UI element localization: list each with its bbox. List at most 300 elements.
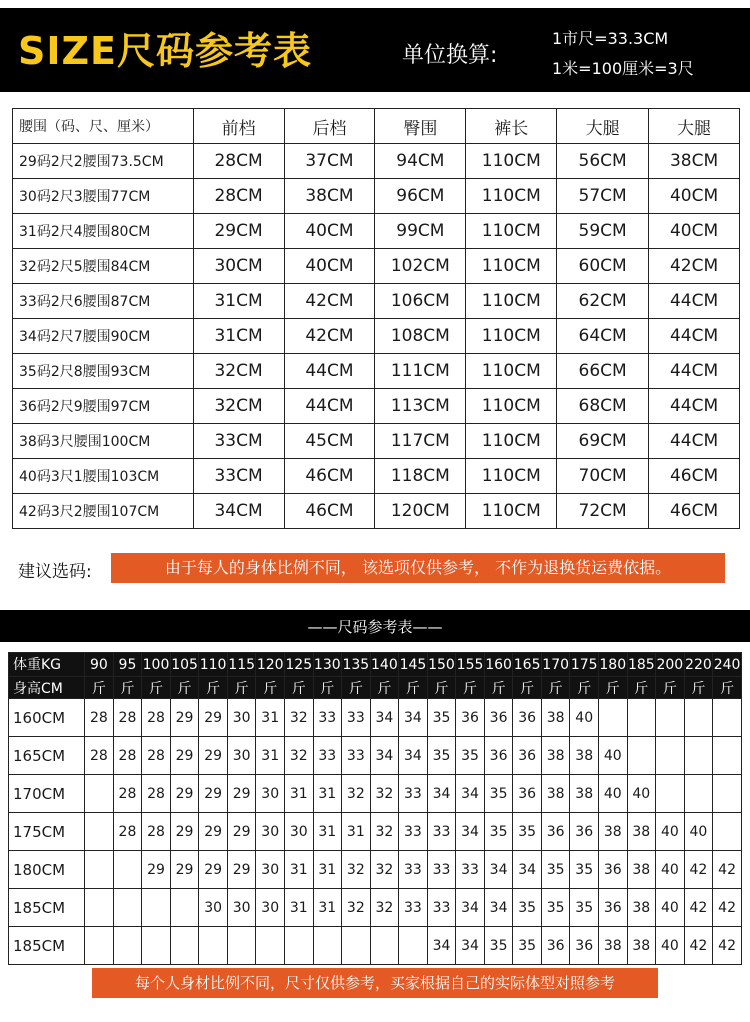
size-cell: 42 — [713, 927, 742, 965]
weight-unit: 斤 — [456, 677, 485, 699]
weight-unit: 斤 — [313, 677, 342, 699]
waist-size-cell: 35码2尺8腰围93CM — [13, 354, 194, 389]
measurement-cell: 106CM — [375, 284, 466, 319]
measurement-cell: 32CM — [193, 354, 284, 389]
size-cell: 30 — [256, 775, 285, 813]
size-cell: 36 — [598, 889, 627, 927]
weight-value: 185 — [627, 653, 656, 677]
size-cell: 34 — [456, 889, 485, 927]
size-cell: 38 — [627, 889, 656, 927]
size-cell: 35 — [484, 775, 513, 813]
size-cell: 28 — [113, 813, 142, 851]
measurement-cell: 44CM — [649, 319, 740, 354]
size-cell — [170, 889, 199, 927]
page-title: SIZE尺码参考表 — [18, 29, 313, 73]
weight-value: 180 — [598, 653, 627, 677]
weight-value: 105 — [170, 653, 199, 677]
measurement-cell: 46CM — [649, 459, 740, 494]
size-cell — [256, 927, 285, 965]
size-cell: 38 — [598, 927, 627, 965]
size-cell: 36 — [484, 699, 513, 737]
size-cell — [227, 927, 256, 965]
measurement-cell: 42CM — [649, 249, 740, 284]
weight-unit: 斤 — [256, 677, 285, 699]
weight-value: 115 — [227, 653, 256, 677]
measurement-cell: 29CM — [193, 214, 284, 249]
weight-value: 170 — [541, 653, 570, 677]
size-cell: 30 — [227, 699, 256, 737]
measurement-cell: 110CM — [466, 179, 557, 214]
weight-value: 135 — [342, 653, 371, 677]
waist-size-cell: 31码2尺4腰围80CM — [13, 214, 194, 249]
size-cell — [627, 699, 656, 737]
table-row — [9, 775, 742, 813]
weight-unit: 斤 — [370, 677, 399, 699]
column-header: 裤长 — [466, 109, 557, 144]
measurement-cell: 96CM — [375, 179, 466, 214]
reference-section-bar — [0, 610, 750, 642]
measurement-cell: 38CM — [284, 179, 375, 214]
weight-unit: 斤 — [570, 677, 599, 699]
measurement-cell: 110CM — [466, 144, 557, 179]
size-cell — [113, 851, 142, 889]
height-value: 185CM — [9, 927, 85, 965]
size-cell: 38 — [627, 927, 656, 965]
weight-unit: 斤 — [541, 677, 570, 699]
size-cell: 38 — [541, 737, 570, 775]
waist-size-cell: 29码2尺2腰围73.5CM — [13, 144, 194, 179]
measurement-cell: 110CM — [466, 249, 557, 284]
size-cell: 38 — [541, 699, 570, 737]
size-cell: 34 — [484, 851, 513, 889]
size-cell — [684, 699, 713, 737]
size-cell: 28 — [142, 699, 171, 737]
size-cell — [199, 927, 228, 965]
weight-value: 90 — [85, 653, 114, 677]
size-cell: 38 — [570, 737, 599, 775]
size-cell: 29 — [227, 813, 256, 851]
size-cell — [713, 699, 742, 737]
measurement-cell: 110CM — [466, 319, 557, 354]
size-cell — [142, 889, 171, 927]
size-cell: 42 — [684, 889, 713, 927]
size-cell: 32 — [342, 851, 371, 889]
table-row — [13, 249, 740, 284]
size-cell: 33 — [399, 775, 428, 813]
measurement-cell: 44CM — [649, 284, 740, 319]
column-header: 腰围（码、尺、厘米） — [13, 109, 194, 144]
size-cell: 29 — [199, 699, 228, 737]
measurement-cell: 111CM — [375, 354, 466, 389]
size-cell: 32 — [342, 775, 371, 813]
size-cell: 35 — [427, 737, 456, 775]
size-cell: 36 — [541, 813, 570, 851]
size-cell: 32 — [370, 813, 399, 851]
size-cell: 29 — [199, 737, 228, 775]
size-cell — [284, 927, 313, 965]
size-cell — [85, 775, 114, 813]
waist-size-cell: 32码2尺5腰围84CM — [13, 249, 194, 284]
size-cell: 40 — [684, 813, 713, 851]
size-cell: 31 — [313, 775, 342, 813]
size-cell: 29 — [170, 813, 199, 851]
size-cell — [370, 927, 399, 965]
size-cell: 31 — [313, 851, 342, 889]
waist-size-cell: 34码2尺7腰围90CM — [13, 319, 194, 354]
size-cell: 38 — [627, 813, 656, 851]
size-cell: 34 — [370, 699, 399, 737]
size-cell: 36 — [484, 737, 513, 775]
table-row — [13, 494, 740, 529]
size-cell: 35 — [541, 889, 570, 927]
weight-unit: 斤 — [656, 677, 685, 699]
size-cell: 34 — [484, 889, 513, 927]
size-cell: 33 — [399, 851, 428, 889]
size-cell: 36 — [570, 813, 599, 851]
size-cell: 42 — [684, 927, 713, 965]
height-value: 170CM — [9, 775, 85, 813]
weight-value: 165 — [513, 653, 542, 677]
size-cell — [399, 927, 428, 965]
size-cell: 30 — [256, 813, 285, 851]
size-cell: 29 — [170, 851, 199, 889]
measurement-cell: 46CM — [649, 494, 740, 529]
size-cell: 40 — [656, 851, 685, 889]
size-cell: 40 — [627, 775, 656, 813]
size-cell: 38 — [541, 775, 570, 813]
size-cell: 36 — [513, 775, 542, 813]
measurement-cell: 33CM — [193, 459, 284, 494]
size-cell: 29 — [199, 851, 228, 889]
measurement-cell: 70CM — [557, 459, 649, 494]
size-cell: 29 — [170, 737, 199, 775]
measurement-cell: 40CM — [649, 179, 740, 214]
size-cell: 34 — [513, 851, 542, 889]
weight-value: 120 — [256, 653, 285, 677]
weight-unit: 斤 — [85, 677, 114, 699]
size-cell — [684, 737, 713, 775]
measurement-cell: 30CM — [193, 249, 284, 284]
size-cell: 40 — [570, 699, 599, 737]
size-cell: 42 — [713, 889, 742, 927]
height-label: 身高CM — [9, 677, 85, 699]
weight-value: 140 — [370, 653, 399, 677]
size-cell: 33 — [342, 737, 371, 775]
size-cell: 31 — [256, 699, 285, 737]
size-cell: 28 — [85, 737, 114, 775]
size-cell: 33 — [313, 699, 342, 737]
measurement-cell: 31CM — [193, 284, 284, 319]
size-cell: 28 — [113, 737, 142, 775]
weight-unit: 斤 — [598, 677, 627, 699]
size-cell — [85, 927, 114, 965]
column-header: 大腿 — [649, 109, 740, 144]
size-cell: 28 — [113, 775, 142, 813]
size-cell — [656, 699, 685, 737]
size-cell: 28 — [85, 699, 114, 737]
measurement-cell: 108CM — [375, 319, 466, 354]
size-cell: 30 — [284, 813, 313, 851]
measurement-cell: 28CM — [193, 179, 284, 214]
size-cell: 33 — [399, 889, 428, 927]
weight-unit: 斤 — [342, 677, 371, 699]
size-cell: 30 — [199, 889, 228, 927]
measurement-cell: 62CM — [557, 284, 649, 319]
measurement-cell: 44CM — [649, 354, 740, 389]
weight-value: 220 — [684, 653, 713, 677]
table-row — [9, 851, 742, 889]
size-cell: 32 — [284, 699, 313, 737]
size-cell: 29 — [227, 851, 256, 889]
measurement-cell: 113CM — [375, 389, 466, 424]
measurement-cell: 110CM — [466, 354, 557, 389]
table-row — [9, 889, 742, 927]
weight-value: 130 — [313, 653, 342, 677]
measurement-cell: 37CM — [284, 144, 375, 179]
measurement-cell: 99CM — [375, 214, 466, 249]
weight-value: 160 — [484, 653, 513, 677]
measurement-cell: 42CM — [284, 284, 375, 319]
size-cell — [85, 813, 114, 851]
weight-unit: 斤 — [684, 677, 713, 699]
size-cell: 35 — [513, 813, 542, 851]
measurement-cell: 38CM — [649, 144, 740, 179]
measurement-cell: 57CM — [557, 179, 649, 214]
measurement-cell: 33CM — [193, 424, 284, 459]
size-cell: 35 — [570, 851, 599, 889]
unit-conversion-label: 单位换算: — [402, 43, 498, 68]
table-row — [13, 424, 740, 459]
size-cell: 36 — [570, 927, 599, 965]
size-cell: 35 — [484, 927, 513, 965]
size-cell: 34 — [427, 927, 456, 965]
size-cell: 31 — [284, 889, 313, 927]
height-value: 165CM — [9, 737, 85, 775]
measurement-cell: 46CM — [284, 459, 375, 494]
measurement-cell: 110CM — [466, 424, 557, 459]
size-cell: 29 — [142, 851, 171, 889]
size-cell: 33 — [399, 813, 428, 851]
measurement-cell: 45CM — [284, 424, 375, 459]
weight-value: 95 — [113, 653, 142, 677]
measurement-cell: 110CM — [466, 284, 557, 319]
column-header: 臀围 — [375, 109, 466, 144]
measurement-cell: 44CM — [284, 354, 375, 389]
suggestion-label: 建议选码: — [18, 562, 92, 582]
table-row — [9, 737, 742, 775]
size-cell: 31 — [284, 775, 313, 813]
weight-unit: 斤 — [199, 677, 228, 699]
size-cell: 30 — [227, 889, 256, 927]
column-header: 大腿 — [557, 109, 649, 144]
unit-header-row — [9, 677, 742, 699]
size-table — [12, 108, 740, 529]
measurement-cell: 118CM — [375, 459, 466, 494]
size-cell — [113, 927, 142, 965]
size-cell: 40 — [656, 927, 685, 965]
size-cell — [142, 927, 171, 965]
measurement-cell: 110CM — [466, 494, 557, 529]
size-cell: 34 — [456, 927, 485, 965]
size-cell: 32 — [370, 775, 399, 813]
weight-height-table — [8, 652, 742, 965]
column-header: 后档 — [284, 109, 375, 144]
height-value: 185CM — [9, 889, 85, 927]
size-cell: 34 — [427, 775, 456, 813]
size-cell: 35 — [541, 851, 570, 889]
reference-section-title: ——尺码参考表—— — [307, 618, 443, 636]
table-row — [13, 179, 740, 214]
measurement-cell: 44CM — [284, 389, 375, 424]
size-cell — [170, 927, 199, 965]
size-cell: 33 — [342, 699, 371, 737]
size-cell — [656, 737, 685, 775]
size-cell: 35 — [513, 927, 542, 965]
size-cell: 34 — [399, 699, 428, 737]
size-cell: 28 — [142, 775, 171, 813]
size-cell: 42 — [684, 851, 713, 889]
weight-value: 200 — [656, 653, 685, 677]
size-cell: 33 — [427, 851, 456, 889]
table-row — [13, 389, 740, 424]
size-cell: 35 — [427, 699, 456, 737]
size-cell — [627, 737, 656, 775]
weight-label: 体重KG — [9, 653, 85, 677]
size-cell: 36 — [541, 927, 570, 965]
size-cell: 33 — [456, 851, 485, 889]
table-row — [13, 284, 740, 319]
size-cell: 32 — [284, 737, 313, 775]
weight-value: 125 — [284, 653, 313, 677]
size-cell: 40 — [598, 775, 627, 813]
size-cell: 36 — [598, 851, 627, 889]
weight-value: 110 — [199, 653, 228, 677]
size-cell — [113, 889, 142, 927]
measurement-cell: 34CM — [193, 494, 284, 529]
size-cell — [85, 889, 114, 927]
waist-size-cell: 33码2尺6腰围87CM — [13, 284, 194, 319]
weight-unit: 斤 — [113, 677, 142, 699]
measurement-cell: 102CM — [375, 249, 466, 284]
column-header: 前档 — [193, 109, 284, 144]
weight-value: 240 — [713, 653, 742, 677]
weight-unit: 斤 — [227, 677, 256, 699]
size-cell: 36 — [513, 699, 542, 737]
measurement-cell: 64CM — [557, 319, 649, 354]
measurement-cell: 40CM — [284, 249, 375, 284]
unit-conversion-line-2: 1米=100厘米=3尺 — [552, 59, 694, 78]
height-value: 175CM — [9, 813, 85, 851]
size-cell: 32 — [370, 851, 399, 889]
measurement-cell: 46CM — [284, 494, 375, 529]
size-cell — [713, 737, 742, 775]
size-cell: 29 — [199, 813, 228, 851]
header-banner — [0, 8, 750, 92]
measurement-cell: 59CM — [557, 214, 649, 249]
height-value: 160CM — [9, 699, 85, 737]
size-cell: 35 — [570, 889, 599, 927]
size-cell: 30 — [256, 851, 285, 889]
measurement-cell: 110CM — [466, 214, 557, 249]
size-cell — [342, 927, 371, 965]
size-cell: 30 — [227, 737, 256, 775]
size-cell: 38 — [627, 851, 656, 889]
weight-value: 150 — [427, 653, 456, 677]
waist-size-cell: 40码3尺1腰围103CM — [13, 459, 194, 494]
size-cell: 40 — [598, 737, 627, 775]
size-cell: 29 — [199, 775, 228, 813]
waist-size-cell: 30码2尺3腰围77CM — [13, 179, 194, 214]
size-cell: 30 — [256, 889, 285, 927]
weight-unit: 斤 — [513, 677, 542, 699]
waist-size-cell: 38码3尺腰围100CM — [13, 424, 194, 459]
size-cell: 31 — [313, 889, 342, 927]
size-cell: 38 — [598, 813, 627, 851]
size-cell: 34 — [399, 737, 428, 775]
size-cell: 34 — [456, 813, 485, 851]
size-cell: 33 — [313, 737, 342, 775]
size-cell — [713, 775, 742, 813]
measurement-cell: 120CM — [375, 494, 466, 529]
size-cell: 40 — [656, 889, 685, 927]
size-cell: 34 — [370, 737, 399, 775]
measurement-cell: 117CM — [375, 424, 466, 459]
measurement-cell: 110CM — [466, 389, 557, 424]
size-cell: 28 — [142, 737, 171, 775]
size-cell: 42 — [713, 851, 742, 889]
measurement-cell: 40CM — [284, 214, 375, 249]
table-row — [9, 699, 742, 737]
weight-unit: 斤 — [170, 677, 199, 699]
weight-unit: 斤 — [142, 677, 171, 699]
weight-value: 155 — [456, 653, 485, 677]
measurement-cell: 40CM — [649, 214, 740, 249]
measurement-cell: 69CM — [557, 424, 649, 459]
weight-unit: 斤 — [484, 677, 513, 699]
table-row — [9, 813, 742, 851]
weight-unit: 斤 — [399, 677, 428, 699]
table-row — [13, 214, 740, 249]
size-cell: 29 — [170, 699, 199, 737]
size-cell: 35 — [513, 889, 542, 927]
height-value: 180CM — [9, 851, 85, 889]
size-cell: 28 — [142, 813, 171, 851]
size-cell: 40 — [656, 813, 685, 851]
measurement-cell: 44CM — [649, 424, 740, 459]
measurement-cell: 32CM — [193, 389, 284, 424]
table-row — [13, 354, 740, 389]
measurement-cell: 72CM — [557, 494, 649, 529]
footer-note: 每个人身材比例不同，尺寸仅供参考，买家根据自己的实际体型对照参考 — [92, 968, 658, 998]
measurement-cell: 110CM — [466, 459, 557, 494]
table-row — [9, 927, 742, 965]
measurement-cell: 44CM — [649, 389, 740, 424]
size-cell — [313, 927, 342, 965]
unit-conversion-line-1: 1市尺=33.3CM — [552, 29, 669, 48]
measurement-cell: 28CM — [193, 144, 284, 179]
suggestion-note: 由于每人的身体比例不同， 该选项仅供参考， 不作为退换货运费依据。 — [111, 553, 725, 583]
waist-size-cell: 36码2尺9腰围97CM — [13, 389, 194, 424]
size-cell: 31 — [284, 851, 313, 889]
size-cell: 34 — [456, 775, 485, 813]
weight-unit: 斤 — [713, 677, 742, 699]
measurement-cell: 68CM — [557, 389, 649, 424]
size-cell: 33 — [427, 889, 456, 927]
size-cell: 31 — [342, 813, 371, 851]
size-cell — [598, 699, 627, 737]
weight-value: 145 — [399, 653, 428, 677]
size-cell: 35 — [456, 737, 485, 775]
